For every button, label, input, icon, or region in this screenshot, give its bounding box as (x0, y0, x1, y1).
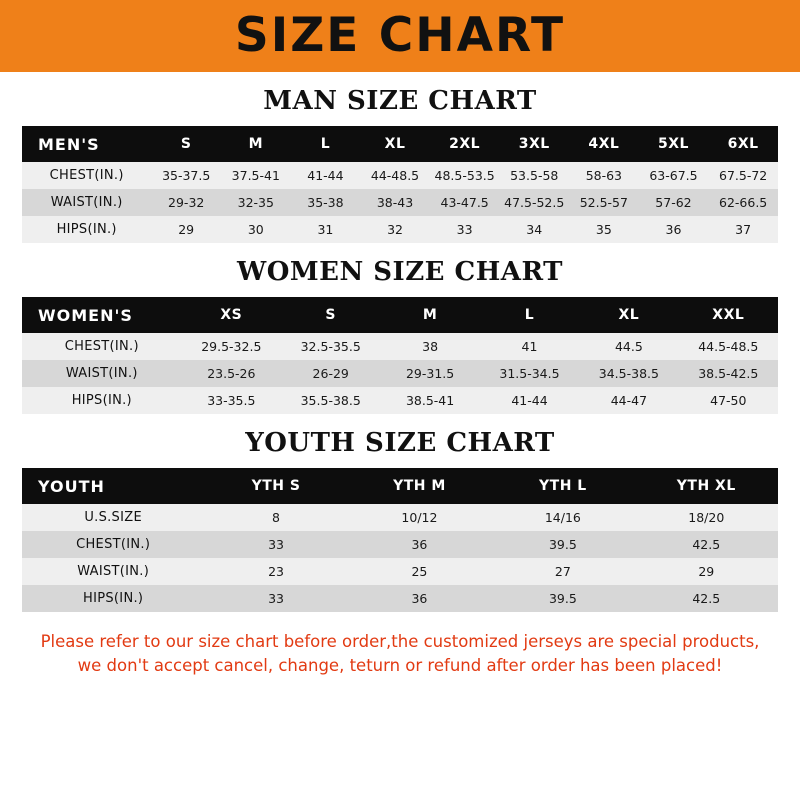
men-col-header: 4XL (569, 126, 639, 162)
youth-row-label: HIPS(IN.) (22, 585, 204, 612)
youth-table-head (22, 468, 778, 504)
men-cell: 48.5-53.5 (430, 162, 500, 189)
women-cell: 29-31.5 (380, 360, 479, 387)
women-col-header: L (480, 297, 579, 333)
women-col-header: S (281, 297, 380, 333)
table-row (22, 585, 778, 612)
women-cell: 26-29 (281, 360, 380, 387)
men-cell: 41-44 (291, 162, 361, 189)
men-cell: 52.5-57 (569, 189, 639, 216)
men-cell: 33 (430, 216, 500, 243)
table-row (22, 531, 778, 558)
youth-cell: 42.5 (635, 585, 778, 612)
men-row-label: CHEST(IN.) (22, 162, 151, 189)
men-col-header: 5XL (639, 126, 709, 162)
youth-header-label: YOUTH (22, 468, 204, 504)
footer-note-line-2: we don't accept cancel, change, teturn or refund after order has been placed! (77, 655, 723, 675)
youth-cell: 18/20 (635, 504, 778, 531)
women-cell: 44.5-48.5 (679, 333, 778, 360)
youth-cell: 42.5 (635, 531, 778, 558)
men-col-header: S (151, 126, 221, 162)
women-cell: 47-50 (679, 387, 778, 414)
women-cell: 44-47 (579, 387, 678, 414)
header-banner (0, 0, 800, 72)
men-cell: 35 (569, 216, 639, 243)
men-cell: 67.5-72 (708, 162, 778, 189)
men-cell: 34 (499, 216, 569, 243)
women-table-body (22, 333, 778, 414)
youth-cell: 14/16 (491, 504, 634, 531)
youth-cell: 29 (635, 558, 778, 585)
table-row (22, 333, 778, 360)
women-cell: 38 (380, 333, 479, 360)
men-cell: 62-66.5 (708, 189, 778, 216)
women-cell: 35.5-38.5 (281, 387, 380, 414)
youth-size-section (0, 428, 800, 612)
women-col-header: XXL (679, 297, 778, 333)
page-title: SIZE CHART (234, 7, 566, 63)
youth-cell: 23 (204, 558, 347, 585)
women-row-label: HIPS(IN.) (22, 387, 182, 414)
youth-col-header: YTH L (491, 468, 634, 504)
women-col-header: XL (579, 297, 678, 333)
youth-cell: 33 (204, 585, 347, 612)
women-cell: 38.5-42.5 (679, 360, 778, 387)
table-row (22, 162, 778, 189)
youth-row-label: U.S.SIZE (22, 504, 204, 531)
youth-cell: 36 (348, 531, 491, 558)
youth-col-header: YTH M (348, 468, 491, 504)
men-cell: 43-47.5 (430, 189, 500, 216)
youth-section-title: YOUTH SIZE CHART (245, 428, 555, 458)
men-cell: 44-48.5 (360, 162, 430, 189)
footer-note (0, 630, 800, 678)
men-cell: 29-32 (151, 189, 221, 216)
youth-row-label: WAIST(IN.) (22, 558, 204, 585)
women-cell: 29.5-32.5 (182, 333, 281, 360)
women-header-label: WOMEN'S (22, 297, 182, 333)
men-cell: 37 (708, 216, 778, 243)
youth-cell: 33 (204, 531, 347, 558)
men-cell: 36 (639, 216, 709, 243)
youth-cell: 10/12 (348, 504, 491, 531)
men-cell: 29 (151, 216, 221, 243)
women-section-title: WOMEN SIZE CHART (237, 257, 563, 287)
table-row (22, 504, 778, 531)
men-cell: 35-38 (291, 189, 361, 216)
men-cell: 32 (360, 216, 430, 243)
women-row-label: WAIST(IN.) (22, 360, 182, 387)
men-col-header: 6XL (708, 126, 778, 162)
women-cell: 33-35.5 (182, 387, 281, 414)
men-cell: 32-35 (221, 189, 291, 216)
men-table-body (22, 162, 778, 243)
men-col-header: XL (360, 126, 430, 162)
youth-size-table (22, 468, 778, 612)
men-row-label: WAIST(IN.) (22, 189, 151, 216)
men-col-header: 3XL (499, 126, 569, 162)
youth-col-header: YTH XL (635, 468, 778, 504)
women-size-table (22, 297, 778, 414)
youth-cell: 27 (491, 558, 634, 585)
women-table-head (22, 297, 778, 333)
men-table-head (22, 126, 778, 162)
men-header-label: MEN'S (22, 126, 151, 162)
men-row-label: HIPS(IN.) (22, 216, 151, 243)
men-cell: 58-63 (569, 162, 639, 189)
men-section-title: MAN SIZE CHART (263, 86, 537, 116)
men-cell: 53.5-58 (499, 162, 569, 189)
women-cell: 34.5-38.5 (579, 360, 678, 387)
table-header-row (22, 468, 778, 504)
women-size-section (0, 257, 800, 414)
women-cell: 32.5-35.5 (281, 333, 380, 360)
men-cell: 35-37.5 (151, 162, 221, 189)
youth-cell: 39.5 (491, 585, 634, 612)
men-cell: 38-43 (360, 189, 430, 216)
men-cell: 47.5-52.5 (499, 189, 569, 216)
women-cell: 41 (480, 333, 579, 360)
women-col-header: M (380, 297, 479, 333)
youth-row-label: CHEST(IN.) (22, 531, 204, 558)
footer-note-line-1: Please refer to our size chart before order,the customized jerseys are special products, (40, 632, 760, 651)
men-col-header: L (291, 126, 361, 162)
women-row-label: CHEST(IN.) (22, 333, 182, 360)
table-header-row (22, 126, 778, 162)
men-size-table (22, 126, 778, 243)
table-row (22, 558, 778, 585)
men-col-header: 2XL (430, 126, 500, 162)
women-cell: 31.5-34.5 (480, 360, 579, 387)
men-cell: 37.5-41 (221, 162, 291, 189)
table-row (22, 387, 778, 414)
youth-table-body (22, 504, 778, 612)
women-cell: 44.5 (579, 333, 678, 360)
youth-cell: 8 (204, 504, 347, 531)
youth-cell: 25 (348, 558, 491, 585)
women-cell: 38.5-41 (380, 387, 479, 414)
women-cell: 41-44 (480, 387, 579, 414)
women-cell: 23.5-26 (182, 360, 281, 387)
men-col-header: M (221, 126, 291, 162)
table-row (22, 216, 778, 243)
men-cell: 30 (221, 216, 291, 243)
men-cell: 63-67.5 (639, 162, 709, 189)
men-size-section (0, 86, 800, 243)
table-header-row (22, 297, 778, 333)
men-cell: 57-62 (639, 189, 709, 216)
table-row (22, 189, 778, 216)
table-row (22, 360, 778, 387)
youth-cell: 36 (348, 585, 491, 612)
men-cell: 31 (291, 216, 361, 243)
women-col-header: XS (182, 297, 281, 333)
youth-col-header: YTH S (204, 468, 347, 504)
youth-cell: 39.5 (491, 531, 634, 558)
